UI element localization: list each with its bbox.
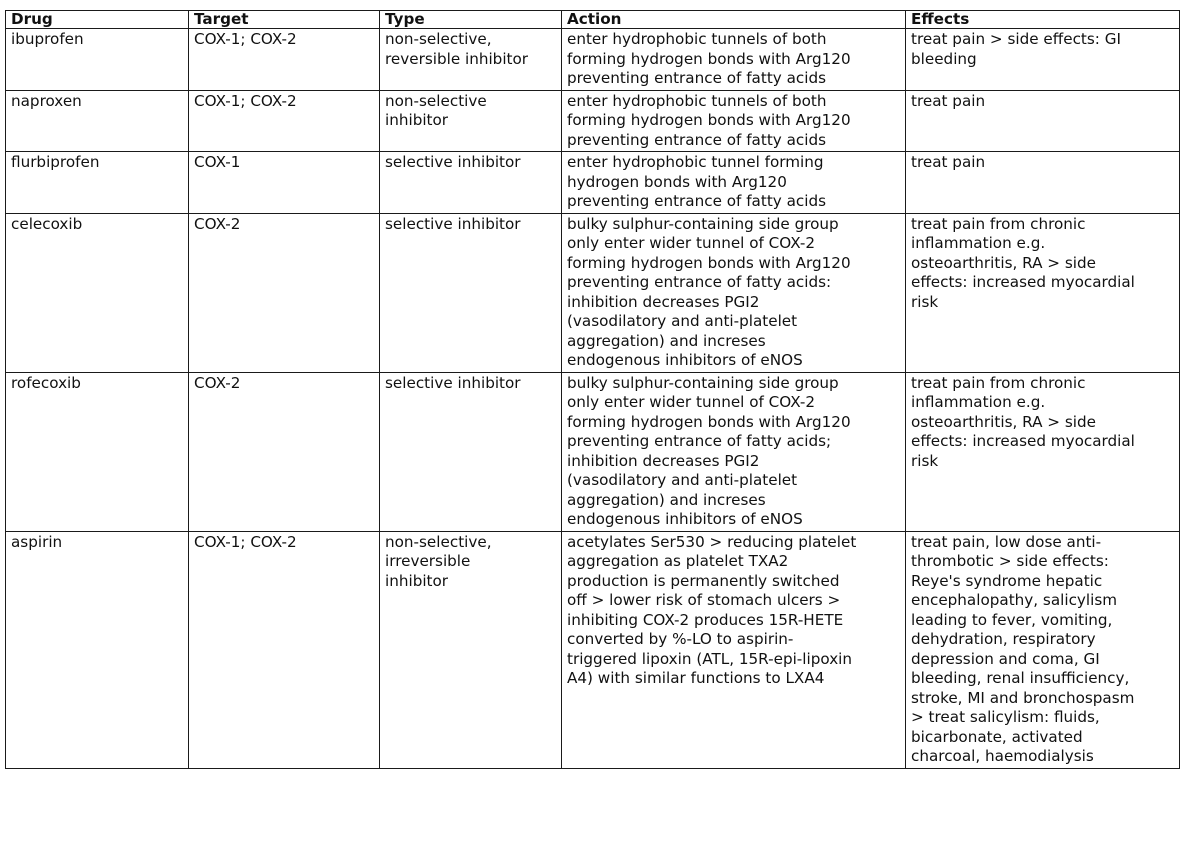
table-row xyxy=(6,213,1180,372)
effects-text: treat pain > side effects: GI bleeding xyxy=(911,30,1121,68)
drug-name: flurbiprofen xyxy=(11,153,100,171)
drug-table xyxy=(5,10,1180,769)
effects-text: treat pain from chronic inflammation e.g. osteoarthritis, RA > side effects: increased myocardial risk xyxy=(911,373,1135,470)
drug-name: celecoxib xyxy=(11,214,83,233)
drug-cell xyxy=(6,372,189,531)
table-row xyxy=(6,152,1180,214)
effects-cell xyxy=(906,531,1180,768)
header-target: Target xyxy=(189,11,380,29)
type-text: selective inhibitor xyxy=(385,373,521,392)
table-row xyxy=(6,531,1180,768)
target-text: COX-1; COX-2 xyxy=(194,532,297,551)
type-text: non-selective, reversible inhibitor xyxy=(385,30,529,68)
drug-name: ibuprofen xyxy=(11,30,84,48)
effects-cell xyxy=(906,213,1180,372)
action-text: enter hydrophobic tunnels of both forming hydrogen bonds with Arg120 preventing entrance of fatty acids xyxy=(567,30,851,87)
action-text: enter hydrophobic tunnels of both forming hydrogen bonds with Arg120 preventing entrance of fatty acids xyxy=(567,91,851,149)
type-cell xyxy=(380,372,562,531)
effects-cell xyxy=(906,29,1180,91)
target-cell xyxy=(189,372,380,531)
type-text: selective inhibitor xyxy=(385,153,521,171)
drug-cell xyxy=(6,152,189,214)
action-cell xyxy=(562,29,906,91)
drug-name: aspirin xyxy=(11,532,63,551)
header-action: Action xyxy=(562,11,906,29)
drug-name: rofecoxib xyxy=(11,373,81,392)
effects-text: treat pain xyxy=(911,153,986,171)
action-text: enter hydrophobic tunnel forming hydrogen bonds with Arg120 preventing entrance of fatty acids xyxy=(567,153,827,210)
type-cell xyxy=(380,90,562,152)
action-cell xyxy=(562,90,906,152)
action-cell xyxy=(562,372,906,531)
action-text: bulky sulphur-containing side group only enter wider tunnel of COX-2 forming hydrogen bonds with Arg120 preventing entrance of fatty acids; inhibition decreases PGI2 (vasodilatory and anti-platelet aggregation) and increses endogenous inhibitors of eNOS xyxy=(567,373,851,528)
header-row xyxy=(6,11,1180,29)
table-row xyxy=(6,90,1180,152)
target-cell xyxy=(189,152,380,214)
effects-text: treat pain xyxy=(911,91,986,110)
target-cell xyxy=(189,29,380,91)
effects-cell xyxy=(906,90,1180,152)
action-cell xyxy=(562,152,906,214)
effects-cell xyxy=(906,372,1180,531)
drug-cell xyxy=(6,90,189,152)
target-cell xyxy=(189,90,380,152)
effects-text: treat pain from chronic inflammation e.g. osteoarthritis, RA > side effects: increased myocardial risk xyxy=(911,214,1135,311)
target-cell xyxy=(189,213,380,372)
drug-cell xyxy=(6,213,189,372)
target-text: COX-1 xyxy=(194,153,241,171)
type-text: selective inhibitor xyxy=(385,214,521,233)
drug-name: naproxen xyxy=(11,91,82,110)
target-text: COX-1; COX-2 xyxy=(194,91,297,110)
table-row xyxy=(6,372,1180,531)
type-text: non-selective inhibitor xyxy=(385,91,487,129)
action-cell xyxy=(562,531,906,768)
effects-text: treat pain, low dose anti- thrombotic > side effects: Reye's syndrome hepatic encephalopathy, salicylism leading to fever, vomiting, dehydration, respiratory depression and coma, GI bleeding, renal insufficiency, stroke, MI and bronchospasm > treat salicylism: fluids, bicarbonate, activated charcoal, haemodialysis xyxy=(911,532,1135,765)
target-cell xyxy=(189,531,380,768)
header-drug: Drug xyxy=(6,11,189,29)
drug-cell xyxy=(6,531,189,768)
header-type: Type xyxy=(380,11,562,29)
table-row xyxy=(6,29,1180,91)
target-text: COX-1; COX-2 xyxy=(194,30,297,48)
type-cell xyxy=(380,29,562,91)
drug-cell xyxy=(6,29,189,91)
action-text: bulky sulphur-containing side group only enter wider tunnel of COX-2 forming hydrogen bonds with Arg120 preventing entrance of fatty acids: inhibition decreases PGI2 (vasodilatory and anti-platelet aggregation) and increses endogenous inhibitors of eNOS xyxy=(567,214,851,369)
type-cell xyxy=(380,152,562,214)
type-cell xyxy=(380,213,562,372)
action-text: acetylates Ser530 > reducing platelet aggregation as platelet TXA2 production is permanently switched off > lower risk of stomach ulcers > inhibiting COX-2 produces 15R-HETE converted by %-LO to aspirin- triggered lipoxin (ATL, 15R-epi-lipoxin A4) with similar functions to LXA4 xyxy=(567,532,857,687)
type-text: non-selective, irreversible inhibitor xyxy=(385,532,492,590)
type-cell xyxy=(380,531,562,768)
target-text: COX-2 xyxy=(194,214,241,233)
action-cell xyxy=(562,213,906,372)
effects-cell xyxy=(906,152,1180,214)
target-text: COX-2 xyxy=(194,373,241,392)
header-effects: Effects xyxy=(906,11,1180,29)
